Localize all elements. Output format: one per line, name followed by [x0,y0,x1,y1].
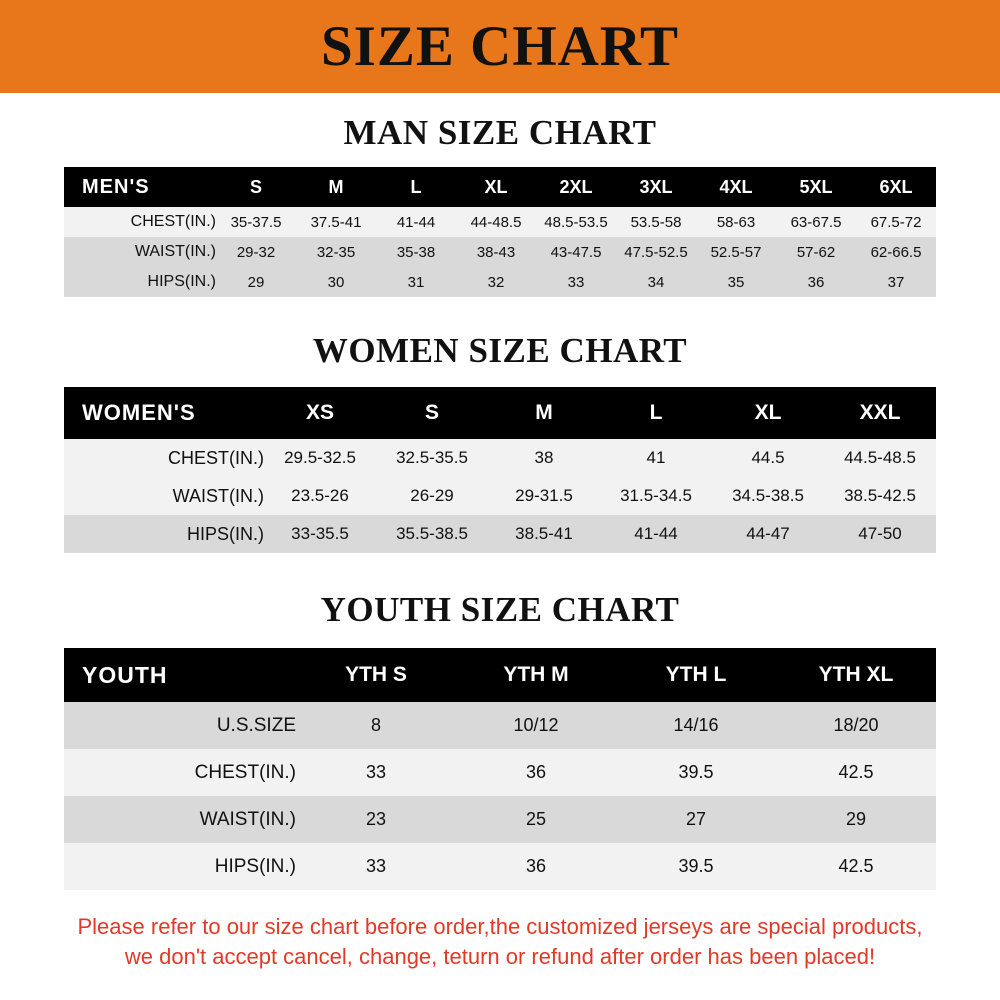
table-row [64,796,936,843]
cell-value: 42.5 [776,843,936,890]
column-header: L [649,401,663,424]
cell-value: 35.5-38.5 [376,515,488,553]
cell-value: 67.5-72 [856,207,936,237]
youth-size-table [64,648,936,890]
column-header: 2XL [559,176,593,197]
cell-value: 57-62 [776,237,856,267]
cell-value: 29 [216,267,296,297]
man-section-title: MAN SIZE CHART [343,113,657,152]
table-row [64,237,936,267]
women-section-title: WOMEN SIZE CHART [312,331,688,370]
cell-value: 26-29 [376,477,488,515]
table-row [64,843,936,890]
column-header: XS [305,401,334,424]
column-header: YTH M [503,663,569,686]
cell-value: 8 [296,702,456,749]
cell-value: 33 [296,749,456,796]
column-header: XL [484,176,508,197]
cell-value: 43-47.5 [536,237,616,267]
column-header: L [410,176,422,197]
row-label-header: MEN'S [82,175,150,198]
row-label-header: YOUTH [82,661,168,688]
youth-table-wrap [64,648,936,890]
cell-value: 29-32 [216,237,296,267]
cell-value: 41-44 [376,207,456,237]
footer-line-2: we don't accept cancel, change, teturn or refund after order has been placed! [124,944,876,970]
row-label: CHEST(IN.) [64,207,216,237]
row-label: WAIST(IN.) [64,477,264,515]
cell-value: 37 [856,267,936,297]
table-row [64,702,936,749]
man-table-wrap [64,167,936,297]
column-header: YTH XL [818,663,894,686]
cell-value: 44-47 [712,515,824,553]
cell-value: 34 [616,267,696,297]
cell-value: 33 [296,843,456,890]
column-header: XXL [859,401,901,424]
table-header-row [64,167,936,207]
cell-value: 63-67.5 [776,207,856,237]
cell-value: 37.5-41 [296,207,376,237]
table-row [64,477,936,515]
cell-value: 62-66.5 [856,237,936,267]
cell-value: 38-43 [456,237,536,267]
row-label: WAIST(IN.) [64,796,296,843]
table-row [64,515,936,553]
row-label: CHEST(IN.) [64,439,264,477]
cell-value: 41 [600,439,712,477]
cell-value: 35-37.5 [216,207,296,237]
cell-value: 36 [776,267,856,297]
cell-value: 27 [616,796,776,843]
cell-value: 35 [696,267,776,297]
column-header: 5XL [799,176,833,197]
column-header: 4XL [719,176,753,197]
cell-value: 33 [536,267,616,297]
cell-value: 23 [296,796,456,843]
row-label-header: WOMEN'S [82,400,196,425]
cell-value: 39.5 [616,749,776,796]
row-label: CHEST(IN.) [64,749,296,796]
column-header: 6XL [879,176,913,197]
cell-value: 32-35 [296,237,376,267]
column-header: XL [754,401,782,424]
column-header: 3XL [639,176,673,197]
cell-value: 44.5-48.5 [824,439,936,477]
table-header-row [64,387,936,439]
cell-value: 31.5-34.5 [600,477,712,515]
page-banner [0,0,1000,93]
column-header: YTH L [665,663,727,686]
cell-value: 48.5-53.5 [536,207,616,237]
cell-value: 52.5-57 [696,237,776,267]
table-header-row [64,648,936,702]
cell-value: 58-63 [696,207,776,237]
cell-value: 42.5 [776,749,936,796]
column-header: M [535,401,553,424]
cell-value: 44-48.5 [456,207,536,237]
cell-value: 38.5-42.5 [824,477,936,515]
cell-value: 29.5-32.5 [264,439,376,477]
column-header: S [249,176,262,197]
cell-value: 23.5-26 [264,477,376,515]
cell-value: 35-38 [376,237,456,267]
cell-value: 39.5 [616,843,776,890]
cell-value: 31 [376,267,456,297]
cell-value: 44.5 [712,439,824,477]
footer-disclaimer [24,912,976,973]
column-header: YTH S [345,663,407,686]
cell-value: 25 [456,796,616,843]
row-label: HIPS(IN.) [64,515,264,553]
row-label: WAIST(IN.) [64,237,216,267]
cell-value: 47.5-52.5 [616,237,696,267]
women-table-wrap [64,387,936,553]
cell-value: 53.5-58 [616,207,696,237]
cell-value: 32 [456,267,536,297]
row-label: HIPS(IN.) [64,843,296,890]
table-row [64,267,936,297]
cell-value: 29 [776,796,936,843]
page-title: SIZE CHART [320,15,679,78]
table-row [64,439,936,477]
cell-value: 38 [488,439,600,477]
footer-line-1: Please refer to our size chart before order,the customized jerseys are special products, [77,914,923,939]
cell-value: 38.5-41 [488,515,600,553]
man-size-table [64,167,936,297]
cell-value: 33-35.5 [264,515,376,553]
cell-value: 32.5-35.5 [376,439,488,477]
youth-section-title: YOUTH SIZE CHART [320,590,680,629]
row-label: U.S.SIZE [64,702,296,749]
cell-value: 34.5-38.5 [712,477,824,515]
column-header: M [328,176,344,197]
row-label: HIPS(IN.) [64,267,216,297]
table-row [64,749,936,796]
cell-value: 47-50 [824,515,936,553]
table-row [64,207,936,237]
women-size-table [64,387,936,553]
cell-value: 36 [456,749,616,796]
cell-value: 41-44 [600,515,712,553]
cell-value: 29-31.5 [488,477,600,515]
cell-value: 14/16 [616,702,776,749]
cell-value: 36 [456,843,616,890]
column-header: S [424,401,439,424]
cell-value: 18/20 [776,702,936,749]
cell-value: 10/12 [456,702,616,749]
cell-value: 30 [296,267,376,297]
